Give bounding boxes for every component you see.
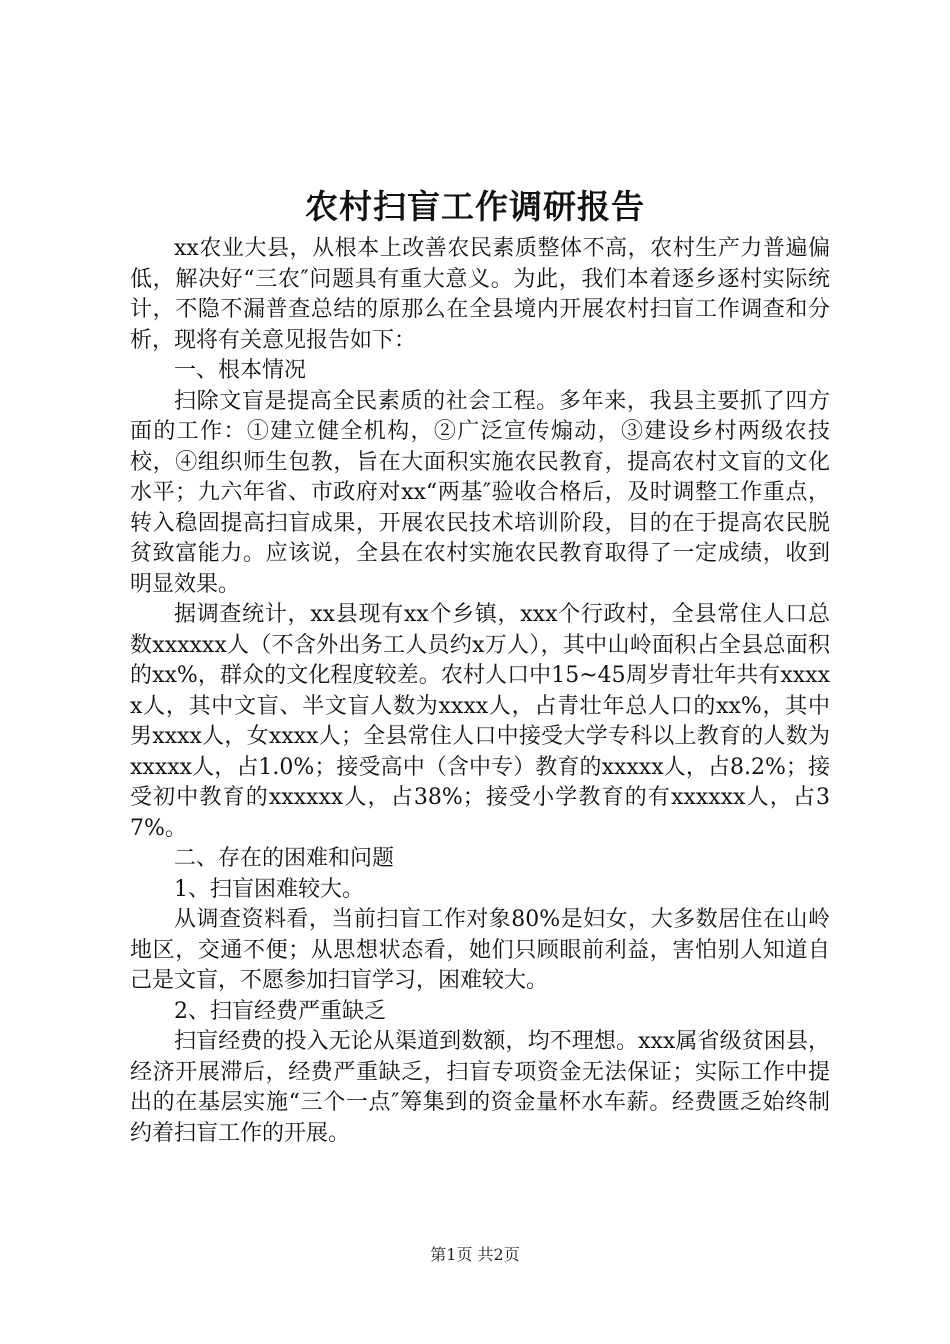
document-title: 农村扫盲工作调研报告 [305, 187, 645, 226]
section-heading-problems: 二、存在的困难和问题 [174, 846, 395, 871]
paragraph-difficulty: 从调查资料看，当前扫盲工作对象80%是妇女，大多数居住在山岭地区，交通不便；从思想状态看，她们只顾眼前利益，害怕别人知道自己是文盲，不愿参加扫盲学习，困难较大。 [130, 907, 830, 993]
paragraph-statistics: 据调查统计，xx县现有xx个乡镇，xxx个行政村，全县常住人口总数xxxxxx人（不含外出务工人员约x万人），其中山岭面积占全县总面积的xx%，群众的文化程度较差。农村人口中15~45周岁青壮年共有xxxxx人，其中文盲、半文盲人数为xxxx人，占青壮年总人口的xx%，其中男xxxx人，女xxxx人；全县常住人口中接受大学专科以上教育的人数为xxxxx人，占1.0%；接受高中（含中专）教育的xxxxx人，占8.2%；接受初中教育的xxxxxx人，占38%；接受小学教育的有xxxxxx人，占37%。 [130, 602, 830, 841]
section-heading-basic-situation: 一、根本情况 [174, 358, 307, 383]
paragraph-basic-work: 扫除文盲是提高全民素质的社会工程。多年来，我县主要抓了四方面的工作：①建立健全机构，②广泛宣传煽动，③建设乡村两级农技校，④组织师生包教，旨在大面积实施农民教育，提高农村文盲的文化水平；九六年省、市政府对xx“两基″验收合格后，及时调整工作重点，转入稳固提高扫盲成果，开展农民技术培训阶段，目的在于提高农民脱贫致富能力。应该说，全县在农村实施农民教育取得了一定成绩，收到明显效果。 [130, 388, 830, 597]
paragraph-funding: 扫盲经费的投入无论从渠道到数额，均不理想。xxx属省级贫困县，经济开展滞后，经费严重缺乏，扫盲专项资金无法保证；实际工作中提出的在基层实施“三个一点″筹集到的资金量杯水车薪。经费匮乏始终制约着扫盲工作的开展。 [130, 1029, 830, 1146]
subheading-difficulty: 1、扫盲困难较大。 [174, 876, 364, 902]
subheading-funding: 2、扫盲经费严重缺乏 [174, 998, 386, 1024]
document-body [130, 234, 830, 1149]
page-footer: 第1页 共2页 [430, 1245, 520, 1264]
paragraph-intro: xx农业大县，从根本上改善农民素质整体不高，农村生产力普遍偏低，解决好“三农″问题具有重大意义。为此，我们本着逐乡逐村实际统计，不隐不漏普查总结的原那么在全县境内开展农村扫盲工作调查和分析，现将有关意见报告如下： [130, 236, 830, 353]
